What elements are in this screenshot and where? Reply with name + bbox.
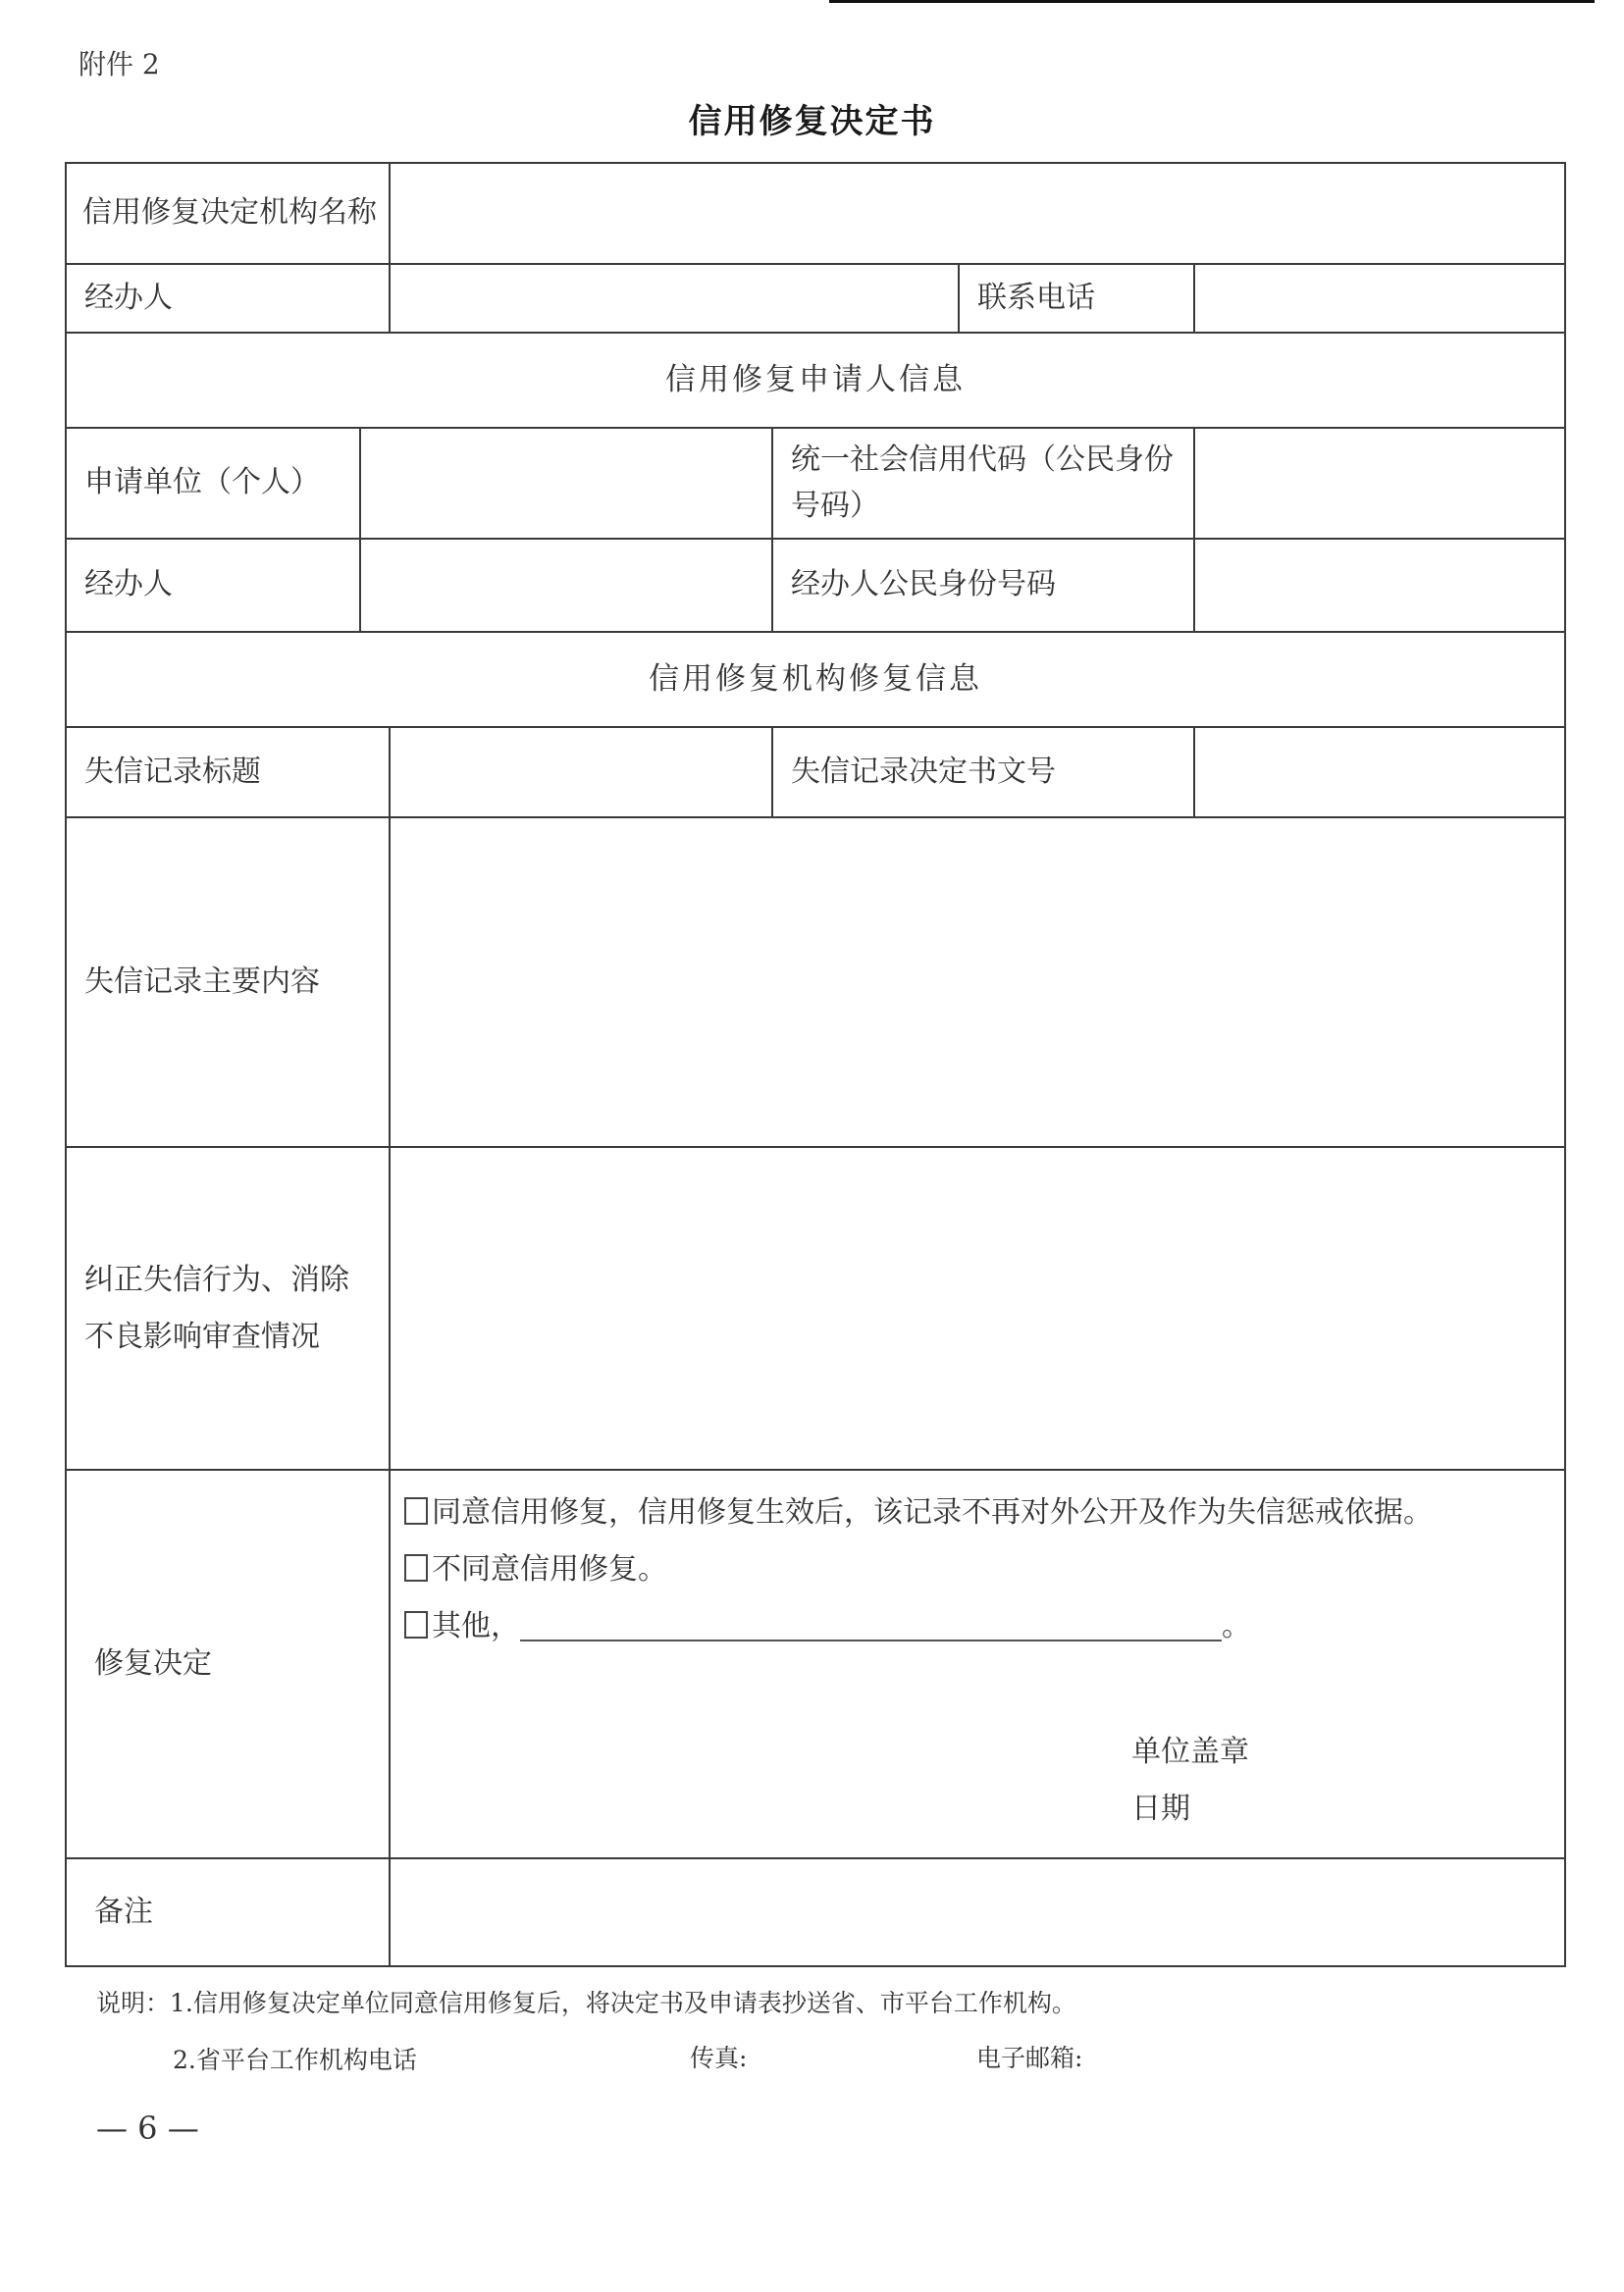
row-applicant-handler — [66, 539, 1565, 632]
handler-field[interactable] — [390, 264, 959, 333]
row-repair-section — [66, 632, 1565, 727]
option-agree-label: 同意信用修复，信用修复生效后，该记录不再对外公开及作为失信惩戒依据。 — [432, 1495, 1433, 1530]
applicant-unit-field[interactable] — [360, 428, 772, 539]
org-name-label: 信用修复决定机构名称 — [66, 163, 390, 264]
credit-repair-decision-form — [65, 162, 1566, 1967]
applicant-unit-label: 申请单位（个人） — [66, 428, 360, 539]
option-agree[interactable] — [404, 1485, 1546, 1541]
applicant-section-heading: 信用修复申请人信息 — [66, 333, 1565, 428]
correction-review-label: 纠正失信行为、消除不良影响审查情况 — [66, 1147, 390, 1470]
option-disagree-label: 不同意信用修复。 — [432, 1552, 667, 1587]
record-title-field[interactable] — [390, 727, 772, 817]
remarks-label: 备注 — [66, 1858, 390, 1966]
decision-doc-no-label: 失信记录决定书文号 — [772, 727, 1194, 817]
row-applicant-section — [66, 333, 1565, 428]
option-disagree[interactable] — [404, 1541, 1546, 1598]
repair-decision-options — [390, 1470, 1565, 1858]
note-line-1: 说明：1.信用修复决定单位同意信用修复后，将决定书及申请表抄送省、市平台工作机构。 — [96, 1989, 1076, 2017]
decision-doc-no-field[interactable] — [1194, 727, 1565, 817]
repair-section-heading: 信用修复机构修复信息 — [66, 632, 1565, 727]
row-handler-phone — [66, 264, 1565, 333]
record-content-field[interactable] — [390, 817, 1565, 1147]
option-other-label: 其他， — [432, 1609, 520, 1643]
handler-id-field[interactable] — [1194, 539, 1565, 632]
credit-code-field[interactable] — [1194, 428, 1565, 539]
remarks-field[interactable] — [390, 1858, 1565, 1966]
attachment-label: 附件 2 — [79, 48, 160, 80]
date-label: 日期 — [1131, 1792, 1190, 1826]
row-record-title — [66, 727, 1565, 817]
note-fax-label: 传真: — [690, 2044, 748, 2072]
row-org-name — [66, 163, 1565, 264]
checkbox-other[interactable] — [404, 1611, 428, 1639]
document-title: 信用修复决定书 — [688, 102, 936, 141]
note-email-label: 电子邮箱: — [976, 2044, 1083, 2072]
credit-code-label: 统一社会信用代码（公民身份号码） — [772, 428, 1194, 539]
page-number: — 6 — — [96, 2110, 199, 2147]
record-content-label: 失信记录主要内容 — [66, 817, 390, 1147]
row-applicant-unit — [66, 428, 1565, 539]
scan-edge-mark — [829, 0, 1595, 3]
stamp-date-block — [1131, 1724, 1249, 1838]
row-remarks — [66, 1858, 1565, 1966]
correction-review-field[interactable] — [390, 1147, 1565, 1470]
row-record-content — [66, 817, 1565, 1147]
other-reason-input[interactable] — [520, 1612, 1222, 1641]
handler-label: 经办人 — [66, 264, 390, 333]
checkbox-agree[interactable] — [404, 1497, 428, 1525]
handler-id-label: 经办人公民身份号码 — [772, 539, 1194, 632]
repair-decision-label: 修复决定 — [66, 1470, 390, 1858]
checkbox-disagree[interactable] — [404, 1554, 428, 1582]
record-title-label: 失信记录标题 — [66, 727, 390, 817]
note-phone-label: 2.省平台工作机构电话 — [173, 2046, 417, 2074]
option-other[interactable] — [404, 1598, 1546, 1655]
row-correction-review — [66, 1147, 1565, 1470]
applicant-handler-field[interactable] — [360, 539, 772, 632]
applicant-handler-label: 经办人 — [66, 539, 360, 632]
row-repair-decision — [66, 1470, 1565, 1858]
org-name-field[interactable] — [390, 163, 1565, 264]
phone-field[interactable] — [1194, 264, 1565, 333]
phone-label: 联系电话 — [959, 264, 1194, 333]
option-other-suffix: 。 — [1222, 1609, 1251, 1643]
stamp-label: 单位盖章 — [1131, 1735, 1249, 1769]
